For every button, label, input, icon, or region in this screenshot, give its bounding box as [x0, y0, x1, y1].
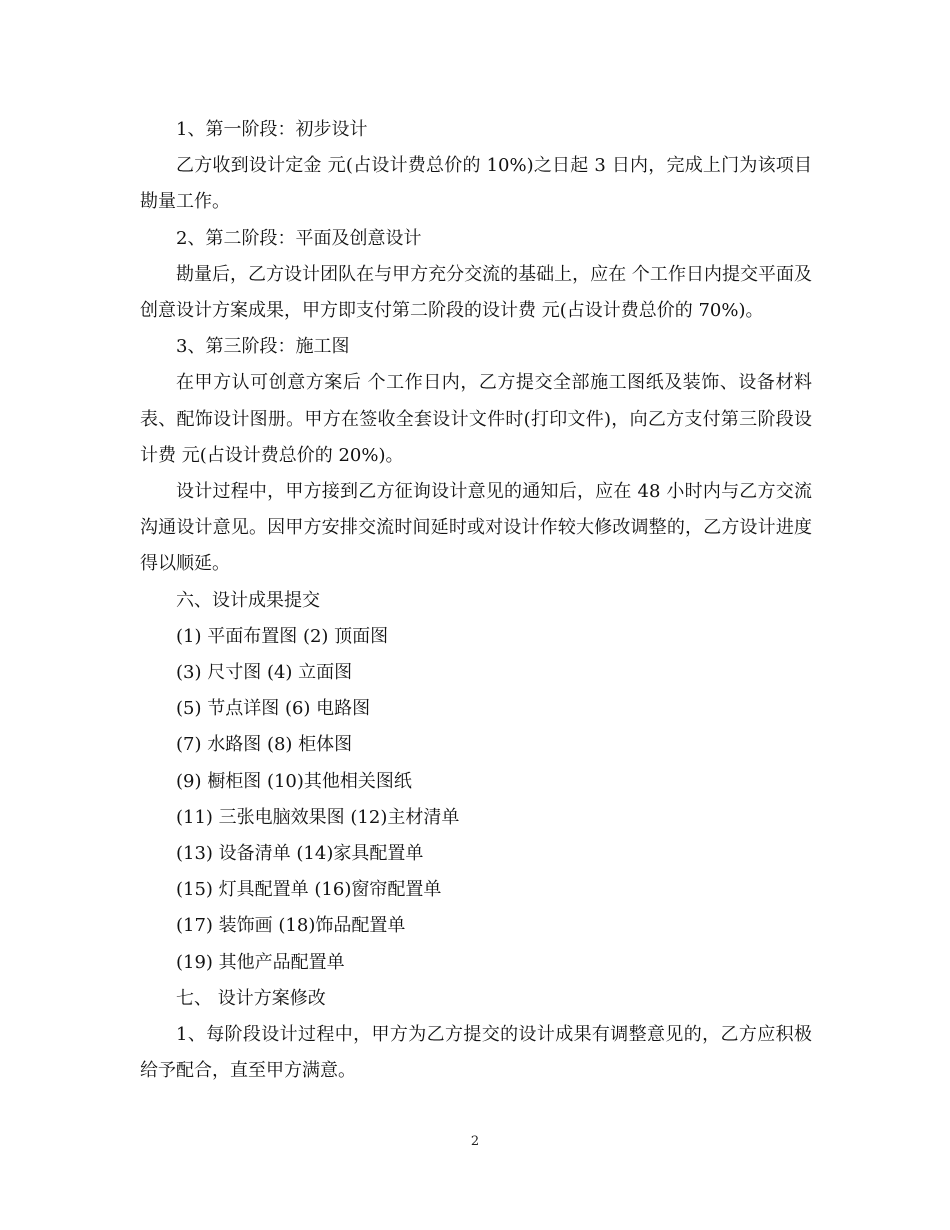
section-heading-revision: 七、 设计方案修改 — [176, 987, 326, 1009]
list-item: (11) 三张电脑效果图 (12)主材清单 — [176, 806, 460, 828]
paragraph-revision: 1、每阶段设计过程中，甲方为乙方提交的设计成果有调整意见的，乙方应积极给予配合，直至甲方满意。 — [140, 1024, 812, 1082]
list-item: (1) 平面布置图 (2) 顶面图 — [176, 625, 389, 647]
list-item: (19) 其他产品配置单 — [176, 951, 345, 973]
document-body — [140, 112, 812, 1089]
list-item: (15) 灯具配置单 (16)窗帘配置单 — [176, 879, 442, 901]
list-item: (3) 尺寸图 (4) 立面图 — [176, 662, 353, 684]
paragraph-stage-2: 勘量后，乙方设计团队在与甲方充分交流的基础上，应在 个工作日内提交平面及创意设计方案成果，甲方即支付第二阶段的设计费 元(占设计费总价的 70%)。 — [140, 263, 812, 322]
list-item: (9) 橱柜图 (10)其他相关图纸 — [176, 770, 412, 792]
list-item: (5) 节点详图 (6) 电路图 — [176, 698, 371, 720]
section-heading-stage-1: 1、第一阶段：初步设计 — [176, 119, 368, 140]
section-heading-stage-2: 2、第二阶段：平面及创意设计 — [176, 227, 422, 249]
list-item: (17) 装饰画 (18)饰品配置单 — [176, 915, 406, 937]
section-heading-deliverables: 六、设计成果提交 — [176, 589, 320, 611]
list-item: (13) 设备清单 (14)家具配置单 — [176, 843, 424, 865]
list-item: (7) 水路图 (8) 柜体图 — [176, 734, 353, 756]
paragraph-stage-3: 在甲方认可创意方案后 个工作日内，乙方提交全部施工图纸及装饰、设备材料表、配饰设计图册。甲方在签收全套设计文件时(打印文件)，向乙方支付第三阶段设计费 元(占设计费总价的 20%)。 — [140, 372, 812, 466]
section-heading-stage-3: 3、第三阶段：施工图 — [176, 336, 350, 358]
paragraph-design-process: 设计过程中，甲方接到乙方征询设计意见的通知后，应在 48 小时内与乙方交流沟通设计意见。因甲方安排交流时间延时或对设计作较大修改调整的，乙方设计进度得以顺延。 — [140, 481, 812, 575]
page-number: 2 — [470, 1134, 480, 1149]
paragraph-stage-1: 乙方收到设计定金 元(占设计费总价的 10%)之日起 3 日内，完成上门为该项目勘量工作。 — [140, 155, 812, 213]
